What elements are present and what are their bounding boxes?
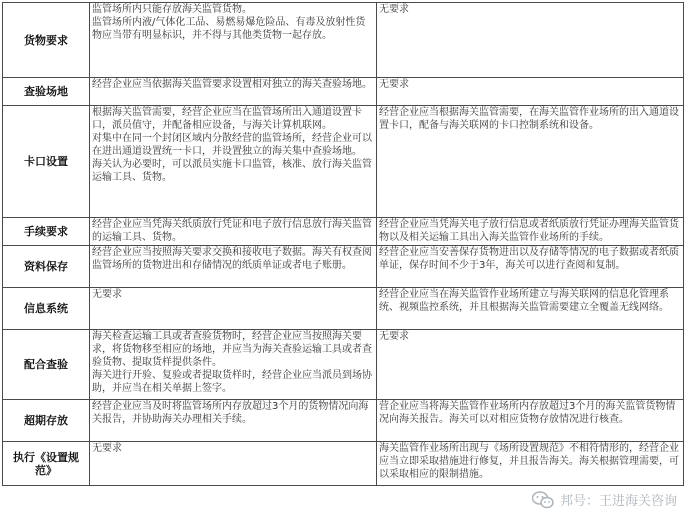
row-label: 资料保存: [3, 246, 90, 288]
cell-text: 无要求: [92, 289, 122, 300]
old-rule-cell: [90, 78, 377, 106]
cell-text: 无要求: [92, 443, 122, 454]
table-row: [3, 78, 684, 106]
new-rule-cell: [377, 78, 684, 106]
cell-text: 监管场所内只能存放海关监管货物。 监管场所内液/气体化工品、易燃易爆危险品、有毒及放射性货物应当带有明显标识，并不得与其他类货物一起存放。: [92, 4, 366, 41]
table-row: [3, 3, 684, 78]
new-rule-cell: [377, 400, 684, 442]
wechat-icon: [532, 491, 554, 509]
old-rule-cell: [90, 106, 377, 218]
cell-text: 根据海关监管需要，经营企业应当在监管场所出入通道设置卡口，派员值守，并配备相应设备，与海关计算机联网。 对集中在同一个封闭区域内分散经营的监管场所，经营企业可以在进出通道设置统一卡口，并设置独立的海关集中查验场地。 海关认为必要时，可以派员实施卡口监管，核准、放行海关监管运输工具、货物。: [92, 107, 372, 183]
old-rule-cell: [90, 288, 377, 330]
cell-text: 无要求: [379, 331, 409, 342]
cell-text: 营企业应当将海关监管作业场所内存放超过3个月的海关监管货物情况向海关报告。海关可以对相应货物存放情况进行核查。: [379, 401, 676, 425]
new-rule-cell: [377, 288, 684, 330]
cell-text: 经营企业应当依据海关监管要求设置相对独立的海关查验场地。: [92, 79, 372, 90]
row-label: 查验场地: [3, 78, 90, 106]
comparison-table: [2, 2, 684, 486]
row-label: 信息系统: [3, 288, 90, 330]
watermark-text: 邦号：王进海关咨询: [559, 494, 677, 509]
table-row: [3, 106, 684, 218]
old-rule-cell: [90, 330, 377, 400]
old-rule-cell: [90, 3, 377, 78]
table-row: [3, 246, 684, 288]
table-row: [3, 400, 684, 442]
cell-text: 经营企业应当凭海关电子放行信息或者纸质放行凭证办理海关监管货物以及相关运输工具出入海关监管作业场所的手续。: [379, 219, 679, 243]
table-row: [3, 330, 684, 400]
row-label: 超期存放: [3, 400, 90, 442]
new-rule-cell: [377, 3, 684, 78]
cell-text: 经营企业应当凭海关纸质放行凭证和电子放行信息放行海关监管的运输工具、货物。: [92, 219, 372, 243]
row-label: 执行《设置规范》: [3, 442, 90, 486]
cell-text: 经营企业应当在海关监管作业场所建立与海关联网的信息化管理系统、视频监控系统，并且根据海关监管需要建立全覆盖无线网络。: [379, 289, 669, 313]
new-rule-cell: [377, 106, 684, 218]
table-row: [3, 218, 684, 246]
watermark: [532, 490, 677, 509]
old-rule-cell: [90, 218, 377, 246]
row-label: 卡口设置: [3, 106, 90, 218]
new-rule-cell: [377, 246, 684, 288]
cell-text: 经营企业应当按照海关要求交换和接收电子数据。海关有权查阅监管场所的货物进出和存储情况的纸质单证或者电子账册。: [92, 247, 372, 271]
old-rule-cell: [90, 400, 377, 442]
new-rule-cell: [377, 330, 684, 400]
old-rule-cell: [90, 246, 377, 288]
cell-text: 无要求: [379, 4, 409, 15]
cell-text: 海关检查运输工具或者查验货物时，经营企业应当按照海关要求，将货物移至相应的场地，并应当为海关查验运输工具或者查验货物、提取货样提供条件。 海关进行开验、复验或者提取货样时，经营企业应当派员到场协助，并应当在相关单据上签字。: [92, 331, 372, 394]
new-rule-cell: [377, 218, 684, 246]
cell-text: 经营企业应当及时将监管场所内存放超过3个月的货物情况向海关报告，并协助海关办理相关手续。: [92, 401, 369, 425]
cell-text: 无要求: [379, 79, 409, 90]
old-rule-cell: [90, 442, 377, 486]
cell-text: 经营企业应当安善保存货物进出以及存储等情况的电子数据或者纸质单证，保存时间不少于3年，海关可以进行查阅和复制。: [379, 247, 679, 271]
table-row: [3, 442, 684, 486]
row-label: 货物要求: [3, 3, 90, 78]
table-row: [3, 288, 684, 330]
cell-text: 海关监管作业场所出现与《场所设置规范》不相符情形的，经营企业应当立即采取措施进行修复，并且报告海关。海关根据管理需要，可以采取相应的限制措施。: [379, 443, 679, 480]
cell-text: 经营企业应当根据海关监管需要，在海关监管作业场所的出入通道设置卡口，配备与海关联网的卡口控制系统和设备。: [379, 107, 679, 131]
row-label: 配合查验: [3, 330, 90, 400]
new-rule-cell: [377, 442, 684, 486]
row-label: 手续要求: [3, 218, 90, 246]
